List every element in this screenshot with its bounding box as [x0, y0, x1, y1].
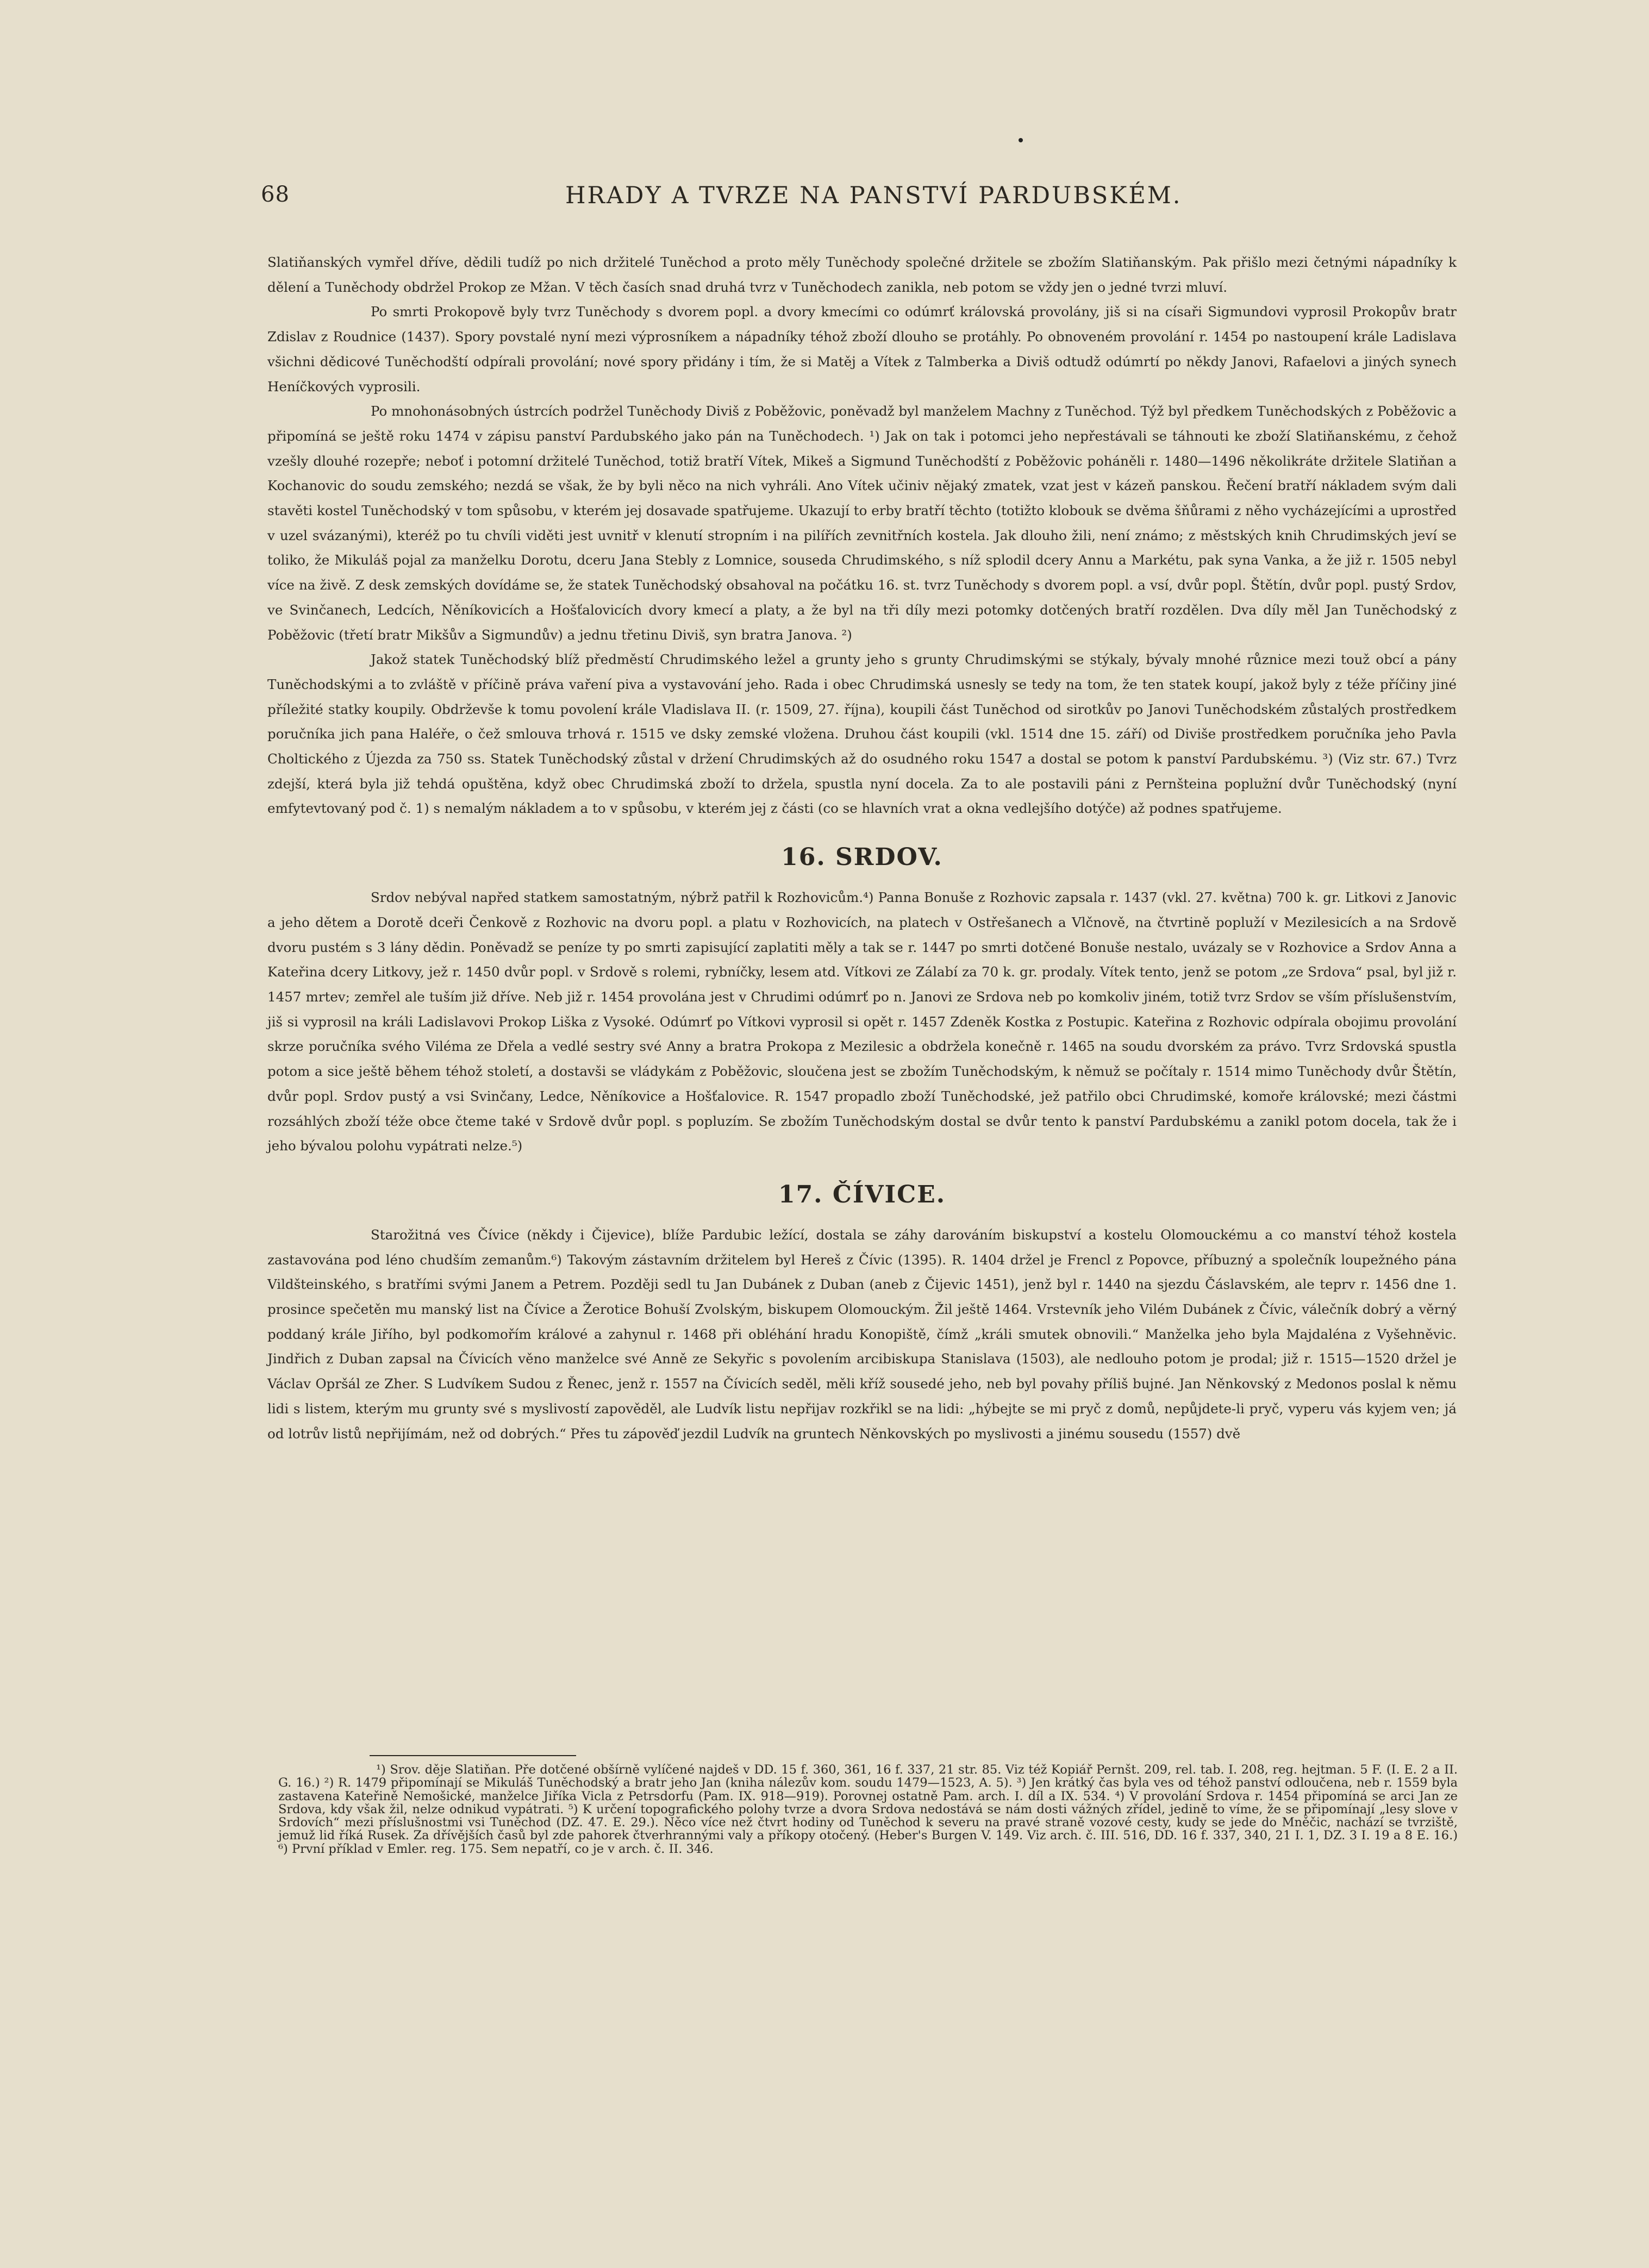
paragraph: Srdov nebýval napřed statkem samostatným, nýbrž patřil k Rozhovicům.⁴) Panna Bonuše z Rozhovic zapsala r. 1437 (vkl. 27. května) 700 k. gr. Litkovi z Janovic a jeho dětem a Dorotě dceři Čenkově z Rozhovic na dvoru popl. a platu v Rozhovicích, na platech v Ostřešanech a Vlčnově, na čtvrtině popluží v Mezilesicích a na Srdově dvoru pustém s 3 lány dědin. Poněvadž se peníze ty po smrti zapisující zaplatiti měly a tak se r. 1447 po smrti dotčené Bonuše nestalo, uvázaly se v Rozhovice a Srdov Anna a Kateřina dcery Litkovy, jež r. 1450 dvůr popl. v Srdově s rolemi, rybníčky, lesem atd. Vítkovi ze Zálabí za 70 k. gr. prodaly. Vítek tento, jenž se potom „ze Srdova“ psal, byl již r. 1457 mrtev; zemřel ale tuším již dříve. Neb již r. 1454 provolána jest v Chrudimi odúmrť po n. Janovi ze Srdova neb po komkoliv jiném, totiž tvrz Srdov se vším příslušenstvím, jiš si vyprosil na králi Ladislavovi Prokop Liška z Vysoké. Odúmrť po Vítkovi vyprosil si opět r. 1457 Zdeněk Kostka z Postupic. Kateřina z Rozhovic odpírala obojimu provolání skrze poručníka svého Viléma ze Dřela a vedlé sestry své Anny a bratra Prokopa z Mezilesic a obdržela konečně r. 1465 na soudu dvorském za právo. Tvrz Srdovská spustla potom a sice ještě během téhož století, a dostavši se vládykám z Poběžovic, sloučena jest se zbožím Tuněchodským, k němuž se počítaly r. 1514 mimo Tuněchody dvůr Štětín, dvůr popl. Srdov pustý a vsi Svinčany, Ledce, Něníkovice a Hošťalovice. R. 1547 propadlo zboží Tuněchodské, jež patřilo obci Chrudimské, komoře královské; mezi částmi rozsáhlých zboží téže obce čteme také v Srdově dvůr popl. s popluzím. Se zbožím Tuněchodským dostal se dvůr tento k panství Pardubskému a zanikl potom docela, tak že i jeho bývalou polohu vypátrati nelze.⁵): [267, 889, 1457, 1154]
section-heading-civice: 17. ČÍVICE.: [778, 1180, 946, 1208]
running-title: HRADY A TVRZE NA PANSTVÍ PARDUBSKÉM.: [565, 182, 1182, 209]
section-heading-srdov: 16. SRDOV.: [781, 843, 943, 872]
paragraph: Slatiňanských vymřel dříve, dědili tudíž po nich držitelé Tuněchod a proto měly Tuněchody společné držitele se zbožím Slatiňanským. Pak přišlo mezi četnými nápadníky k dělení a Tuněchody obdržel Prokop ze Mžan. V těch časích snad druhá tvrz v Tuněchodech zanikla, neb potom se vždy jen o jedné tvrzi mluví.: [267, 254, 1457, 295]
paragraph: Starožitná ves Čívice (někdy i Čijevice), blíže Pardubic ležící, dostala se záhy darováním biskupství a kostelu Olomouckému a co manství téhož kostela zastavována pod léno chudším zemanům.⁶) Takovým zástavním držitelem byl Hereš z Čívic (1395). R. 1404 držel je Frencl z Popovce, příbuzný a společník loupežného pána Vildšteinského, s bratřími svými Janem a Petrem. Později sedl tu Jan Dubánek z Duban (aneb z Čijevic 1451), jenž byl r. 1440 na sjezdu Čáslavském, ale teprv r. 1456 dne 1. prosince spečetěn mu manský list na Čívice a Žerotice Bohuší Zvolským, biskupem Olomouckým. Žil ještě 1464. Vrstevník jeho Vilém Dubánek z Čívic, válečník dobrý a věrný poddaný krále Jiřího, byl podkomořím králové a zahynul r. 1468 při obléhání hradu Konopiště, čímž „králi smutek obnovili.“ Manželka jeho byla Majdaléna z Vyšehněvic. Jindřich z Duban zapsal na Čívicích věno manželce své Anně ze Sekyřic s povolením arcibiskupa Stanislava (1503), ale nedlouho potom je prodal; již r. 1515—1520 držel je Václav Opršál ze Zher. S Ludvíkem Sudou z Řenec, jenž r. 1557 na Čívicích seděl, měli kříž sousedé jeho, neb byl povahy příliš bujné. Jan Něnkovský z Medonos poslal k němu lidi s listem, kterým mu grunty své s myslivostí zapověděl, ale Ludvík listu nepřijav rozkřikl se na lidi: „hýbejte se mi pryč z domů, nepůjdete-li pryč, vyperu vás kyjem ven; já od lotrův listů nepřijímám, než od dobrých.“ Přes tu zápověď jezdil Ludvík na gruntech Něnkovských po myslivosti a jinému sousedu (1557) dvě: [267, 1226, 1457, 1442]
paragraph: Po mnohonásobných ústrcích podržel Tuněchody Diviš z Poběžovic, poněvadž byl manželem Machny z Tuněchod. Týž byl předkem Tuněchodských z Poběžovic a připomíná se ještě roku 1474 v zápisu panství Pardubského jako pán na Tuněchodech. ¹) Jak on tak i potomci jeho nepřestávali se táhnouti ke zboží Slatiňanskému, z čehož vzešly dlouhé rozepře; neboť i potomní držitelé Tuněchod, totiž bratří Vítek, Mikeš a Sigmund Tuněchodští z Poběžovic poháněli r. 1480—1496 několikráte držitele Slatiňan a Kochanovic do soudu zemského; nezdá se však, že by byli něco na nich vyhráli. Ano Vítek učiniv nějaký zmatek, vzat jest v kázeň panskou. Řečení bratří nákladem svým dali stavěti kostel Tuněchodský v tom spůsobu, v kterém jej dosavade spatřujeme. Ukazují to erby bratří těchto (totižto klobouk se dvěma šňůrami z něho vycházejícími a uprostřed v uzel svázanými), kteréž po tu chvíli viděti jest uvnitř v klenutí stropním i na pilířích zevnitřních kostela. Jak dlouho žili, není známo; z městských knih Chrudimských jeví se toliko, že Mikuláš pojal za manželku Dorotu, dceru Jana Stebly z Lomnice, souseda Chrudimského, s níž splodil dcery Annu a Markétu, pak syna Vanka, a že již r. 1505 nebyl více na živě. Z desk zemských dovídáme se, že statek Tuněchodský obsahoval na počátku 16. st. tvrz Tuněchody s dvorem popl. a vsí, dvůr popl. Štětín, dvůr popl. pustý Srdov, ve Svinčanech, Ledcích, Něníkovicích a Hošťalovicích dvory kmecí a platy, a že byl na tři díly mezi potomky dotčených bratří rozdělen. Dva díly měl Jan Tuněchodský z Poběžovic (třetí bratr Mikšův a Sigmundův) a jednu třetinu Diviš, syn bratra Janova. ²): [267, 403, 1457, 643]
main-text: [267, 250, 1457, 1446]
print-speck: [1019, 138, 1023, 142]
footnotes: [278, 1763, 1458, 1856]
paragraph: Jakož statek Tuněchodský blíž předměstí Chrudimského ležel a grunty jeho s grunty Chrudimskými se stýkaly, bývaly mnohé různice mezi touž obcí a pány Tuněchodskými a to zvláště v příčině práva vaření piva a vystavování jeho. Rada i obec Chrudimská usnesly se tedy na tom, že ten statek koupí, jakož byly z téže příčiny jiné příležité statky koupily. Obdrževše k tomu povolení krále Vladislava II. (r. 1509, 27. října), koupili část Tuněchod od sirotkův po Janovi Tuněchodském zůstalých prostředkem poručníka jich pana Haléře, o čež smlouva trhová r. 1515 ve dsky zemské vložena. Druhou část koupili (vkl. 1514 dne 15. září) od Diviše prostředkem poručníka jeho Pavla Choltického z Újezda za 750 ss. Statek Tuněchodský zůstal v držení Chrudimských až do osudného roku 1547 a dostal se potom k panství Pardubskému. ³) (Viz str. 67.) Tvrz zdejší, která byla již tehdá opuštěna, když obec Chrudimská zboží to držela, spustla nyní docela. Za to ale postavili páni z Pernšteina poplužní dvůr Tuněchodský (nyní emfytevtovaný pod č. 1) s nemalým nákladem a to v spůsobu, v kterém jej z části (co se hlavních vrat a okna vedlejšího dotýče) až podnes spatřujeme.: [267, 651, 1457, 817]
page-header: [261, 182, 1391, 215]
paragraph: Po smrti Prokopově byly tvrz Tuněchody s dvorem popl. a dvory kmecími co odúmrť královská provolány, jiš si na císaři Sigmundovi vyprosil Prokopův bratr Zdislav z Roudnice (1437). Spory povstalé nyní mezi výprosníkem a nápadníky téhož zboží dlouho se protáhly. Po obnoveném provolání r. 1454 po nastoupení krále Ladislava všichni dědicové Tuněchodští odpírali provolání; nové spory přidány i tím, že si Matěj a Vítek z Talmberka a Diviš odtudž odúmrtí po někdy Janovi, Rafaelovi a jiných synech Heníčkových vyprosili.: [267, 304, 1457, 394]
footnote-divider: [370, 1755, 576, 1756]
footnote-text: ¹) Srov. děje Slatiňan. Pře dotčené obšírně vylíčené najdeš v DD. 15 f. 360, 361, 16 f. 337, 21 str. 85. Viz též Kopiář Pernšt. 209, rel. tab. I. 208, reg. hejtman. 5 F. (I. E. 2 a II. G. 16.) ²) R. 1479 připomínají se Mikuláš Tuněchodský a bratr jeho Jan (kniha nálezův kom. soudu 1479—1523, A. 5). ³) Jen krátký čas byla ves od téhož panství odloučena, neb r. 1559 byla zastavena Kateřině Nemošické, manželce Jiříka Vicla z Petrsdorfu (Pam. IX. 918—919). Porovnej ostatně Pam. arch. I. díl a IX. 534. ⁴) V provolání Srdova r. 1454 připomíná se arci Jan ze Srdova, kdy však žil, nelze odnikud vypátrati. ⁵) K určení topografického polohy tvrze a dvora Srdova nedostává se nám dosti vážných zřídel, jedině to víme, že se připomínají „lesy slove v Srdovích“ mezi příslušnostmi vsi Tuněchod (DZ. 47. E. 29.). Něco více než čtvrt hodiny od Tuněchod k severu na pravé straně vozové cesty, kudy se jede do Mněčic, nachází se tvrziště, jemuž lid říká Rusek. Za dřívějších časů byl zde pahorek čtverhrannými valy a příkopy otočený. (Heber's Burgen V. 149. Viz arch. č. III. 516, DD. 16 f. 337, 340, 21 I. 1, DZ. 3 I. 19 a 8 E. 16.) ⁶) První příklad v Emler. reg. 175. Sem nepatří, co je v arch. č. II. 346.: [278, 1763, 1458, 1856]
page-number: 68: [261, 182, 290, 207]
